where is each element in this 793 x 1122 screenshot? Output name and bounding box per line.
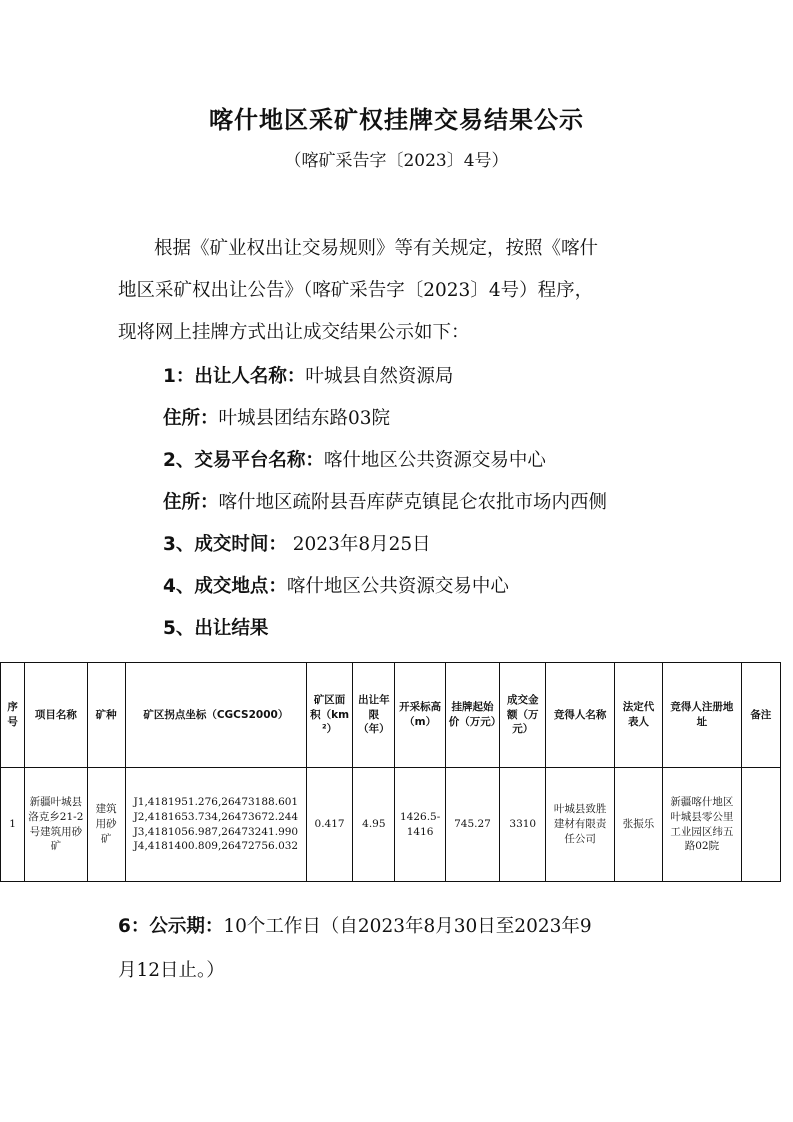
item-value: 喀什地区疏附县吾库萨克镇昆仑农批市场内西侧 xyxy=(218,492,608,513)
cell-remark xyxy=(741,768,780,882)
col-header: 矿区拐点坐标（CGCS2000） xyxy=(125,663,306,768)
item-label: 住所： xyxy=(163,492,219,513)
col-header: 序号 xyxy=(1,663,25,768)
col-header: 法定代表人 xyxy=(614,663,662,768)
result-table xyxy=(0,662,781,882)
intro-paragraph xyxy=(118,228,678,354)
col-header: 矿种 xyxy=(87,663,125,768)
coordinate-line: J2,4181653.734,26473672.244 xyxy=(133,810,299,823)
intro-line-2: 地区采矿权出让公告》（喀矿采告字〔2023〕4号）程序， xyxy=(118,280,594,301)
table-header-row xyxy=(1,663,781,768)
item-result xyxy=(163,614,268,640)
col-header: 项目名称 xyxy=(25,663,87,768)
notice-value: 10个工作日（自2023年8月30日至2023年9 xyxy=(223,916,592,937)
item-label: 3、成交时间： xyxy=(163,534,287,555)
coordinate-line: J3,4181056.987,26473241.990 xyxy=(133,825,299,838)
cell-project: 新疆叶城县洛克乡21-2号建筑用砂矿 xyxy=(25,768,87,882)
cell-winner: 叶城县致胜建材有限责任公司 xyxy=(546,768,614,882)
col-header: 挂牌起始价（万元） xyxy=(445,663,499,768)
col-header: 竞得人注册地址 xyxy=(663,663,742,768)
cell-no: 1 xyxy=(1,768,25,882)
item-transferor-address xyxy=(163,404,390,430)
table-row xyxy=(1,768,781,882)
coordinate-line: J4,4181400.809,26472756.032 xyxy=(133,840,299,853)
cell-area: 0.417 xyxy=(306,768,352,882)
notice-period xyxy=(118,912,592,938)
notice-value-cont: 月12日止。） xyxy=(118,960,225,981)
item-label: 住所： xyxy=(163,408,219,429)
cell-start-price: 745.27 xyxy=(445,768,499,882)
item-deal-time xyxy=(163,530,431,556)
item-label: 5、出让结果 xyxy=(163,618,269,639)
item-value: 叶城县自然资源局 xyxy=(305,366,454,387)
item-deal-location xyxy=(163,572,509,598)
item-value: 喀什地区公共资源交易中心 xyxy=(286,576,509,597)
item-transferor xyxy=(163,362,453,388)
cell-address: 新疆喀什地区叶城县零公里工业园区纬五路02院 xyxy=(663,768,742,882)
col-header: 成交金额（万元） xyxy=(500,663,546,768)
item-label: 1：出让人名称： xyxy=(163,366,306,387)
col-header: 备注 xyxy=(741,663,780,768)
coordinate-line: J1,4181951.276,26473188.601 xyxy=(133,796,299,809)
item-value: 喀什地区公共资源交易中心 xyxy=(323,450,546,471)
document-number: （喀矿采告字〔2023〕4号） xyxy=(284,151,509,171)
cell-coordinates xyxy=(125,768,306,882)
intro-line-1: 根据《矿业权出让交易规则》等有关规定，按照《喀什 xyxy=(154,238,599,259)
cell-years: 4.95 xyxy=(353,768,395,882)
notice-label: 6：公示期： xyxy=(118,916,224,937)
col-header: 竞得人名称 xyxy=(546,663,614,768)
item-label: 2、交易平台名称： xyxy=(163,450,324,471)
intro-line-3: 现将网上挂牌方式出让成交结果公示如下： xyxy=(118,322,470,343)
col-header: 出让年限（年） xyxy=(353,663,395,768)
item-value: 2023年8月25日 xyxy=(286,534,431,555)
item-label: 4、成交地点： xyxy=(163,576,287,597)
cell-elevation: 1426.5-1416 xyxy=(395,768,445,882)
col-header: 开采标高（m） xyxy=(395,663,445,768)
notice-period-cont xyxy=(118,956,225,982)
item-value: 叶城县团结东路03院 xyxy=(218,408,391,429)
item-platform xyxy=(163,446,546,472)
item-platform-address xyxy=(163,488,607,514)
cell-mineral: 建筑用砂矿 xyxy=(87,768,125,882)
page-title: 喀什地区采矿权挂牌交易结果公示 xyxy=(209,106,584,134)
cell-deal-price: 3310 xyxy=(500,768,546,882)
cell-legal-rep: 张振乐 xyxy=(614,768,662,882)
col-header: 矿区面积（km²） xyxy=(306,663,352,768)
